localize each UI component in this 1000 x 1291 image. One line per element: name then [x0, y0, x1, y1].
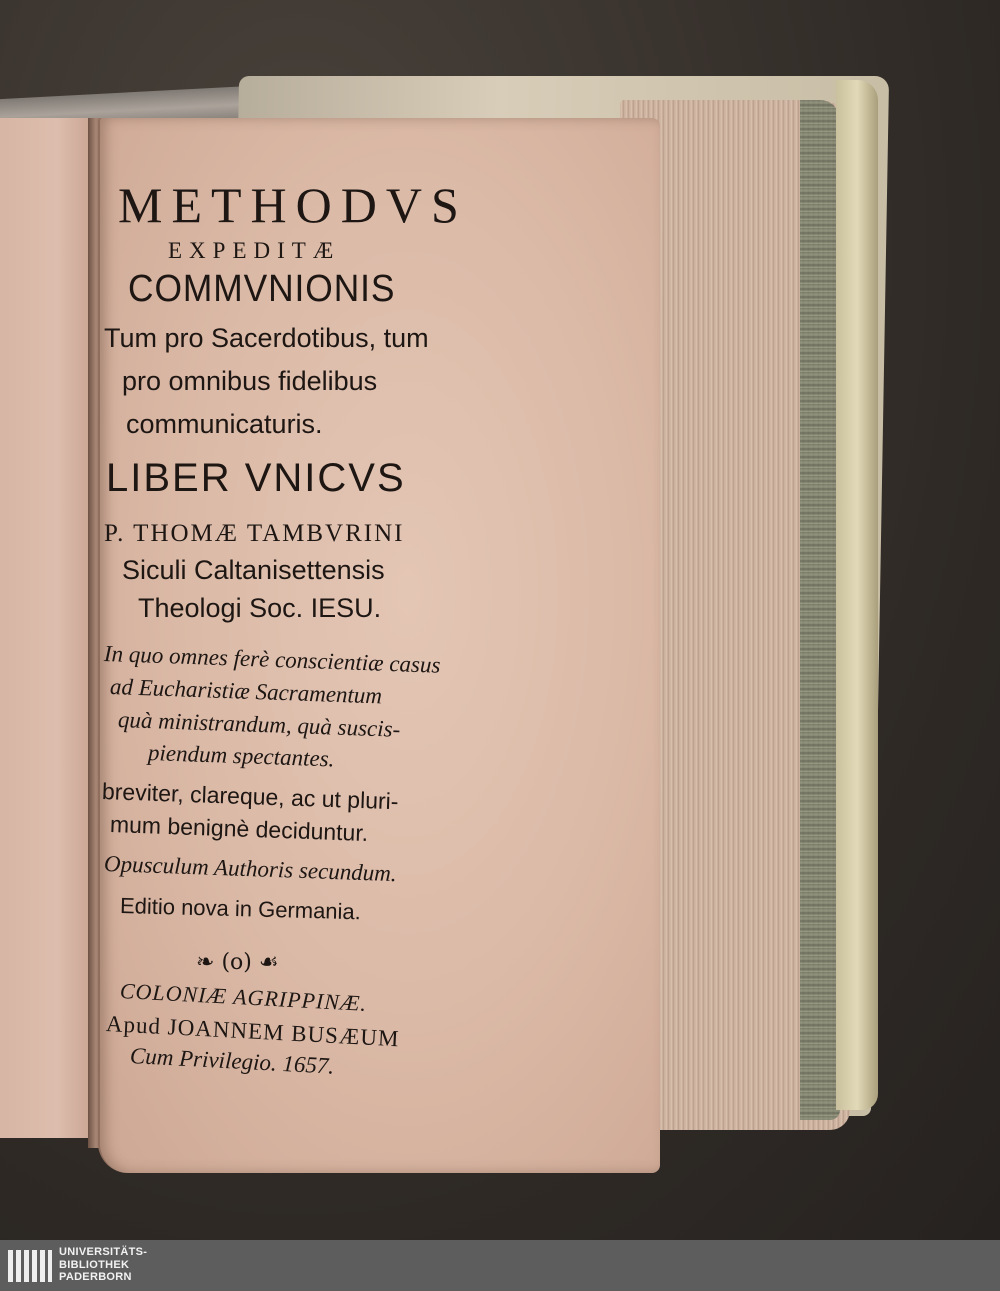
library-footer [0, 1240, 1000, 1291]
author-line-2: Siculi Caltanisettensis [122, 555, 385, 585]
library-name [59, 1246, 147, 1284]
left-page [0, 118, 102, 1138]
library-name-line-2: BIBLIOTHEK [59, 1258, 130, 1271]
cover-edge [836, 80, 878, 1110]
printer-ornament [196, 950, 756, 975]
library-logo-icon [8, 1250, 52, 1282]
library-name-line-3: PADERBORN [59, 1271, 132, 1283]
method-line-1: breviter, clareque, ac ut pluri- [101, 778, 399, 815]
imprint-privilege-year: Cum Privilegio. 1657. [129, 1043, 335, 1079]
content-line-1: In quo omnes ferè conscientiæ casus [103, 641, 441, 678]
page-edges-stained [800, 100, 840, 1120]
edition-line: Editio nova in Germania. [119, 893, 362, 925]
content-line-3: quà ministrandum, quà suscis- [117, 707, 401, 742]
imprint-printer: Apud JOANNEM BUSÆUM [105, 1011, 401, 1052]
book-title: METHODVS [118, 177, 468, 233]
purpose-line-3: communicaturis. [126, 409, 323, 439]
imprint-place: COLONIÆ AGRIPPINÆ. [119, 978, 368, 1016]
opus-line: Opusculum Authoris secundum. [103, 851, 398, 887]
subtitle-line-2: COMMVNIONIS [128, 268, 396, 310]
library-name-line-1: UNIVERSITÄTS- [59, 1246, 148, 1258]
content-line-2: ad Eucharistiæ Sacramentum [109, 674, 383, 709]
author-line-1: P. THOMÆ TAMBVRINI [104, 520, 405, 547]
title-page [98, 118, 660, 1173]
fleuron-right-icon: ☙ [258, 950, 279, 975]
purpose-line-1: Tum pro Sacerdotibus, tum [104, 323, 429, 353]
subtitle-line-1: EXPEDITÆ [168, 238, 341, 263]
author-line-3: Theologi Soc. IESU. [138, 593, 382, 623]
fleuron-left-icon: ❧ [196, 950, 215, 975]
content-line-4: piendum spectantes. [147, 740, 335, 772]
purpose-line-2: pro omnibus fidelibus [122, 366, 378, 396]
ornament-text: (o) [221, 950, 252, 975]
book-designation: LIBER VNICVS [106, 456, 406, 500]
method-line-2: mum benignè deciduntur. [109, 811, 369, 847]
